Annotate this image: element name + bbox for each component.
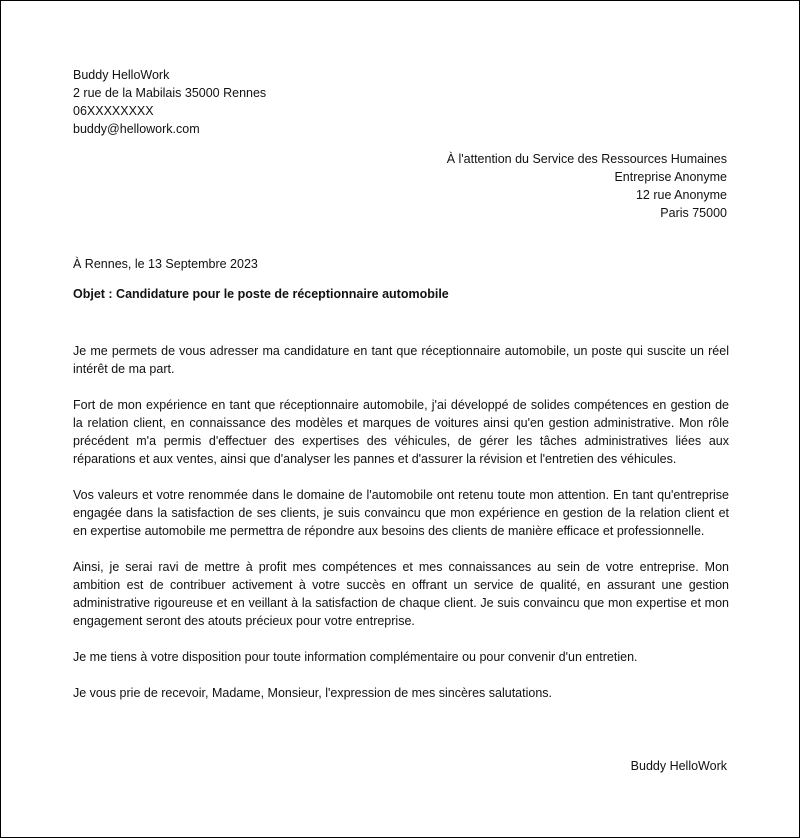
- body-paragraph: Vos valeurs et votre renommée dans le domaine de l'automobile ont retenu toute mon attention. En tant qu'entreprise engagée dans la satisfaction de ses clients, je suis convaincu que mon expérience en gestion de la relation client et en expertise automobile me permettra de répondre aux besoins des clients de manière efficace et professionnelle.: [73, 488, 729, 538]
- body-paragraph: Je me permets de vous adresser ma candidature en tant que réceptionnaire automobile, un poste qui suscite un réel intérêt de ma part.: [73, 344, 729, 376]
- date-line: À Rennes, le 13 Septembre 2023: [73, 257, 258, 271]
- sender-phone: 06XXXXXXXX: [73, 104, 154, 118]
- recipient-street: 12 rue Anonyme: [635, 188, 727, 202]
- sender-name: Buddy HelloWork: [73, 68, 170, 82]
- body-paragraph: Ainsi, je serai ravi de mettre à profit mes compétences et mes connaissances au sein de votre entreprise. Mon ambition est de contribuer activement à votre succès en offrant un service de qualité, en assurant une gestion administrative rigoureuse et en veillant à la satisfaction de chaque client. Je suis convaincu que mon expertise et mon engagement seront des atouts précieux pour votre entreprise.: [73, 560, 729, 628]
- sender-block: [73, 66, 266, 138]
- recipient-block: [447, 150, 727, 222]
- recipient-attention: À l'attention du Service des Ressources Humaines: [446, 152, 727, 166]
- sender-address: 2 rue de la Mabilais 35000 Rennes: [73, 86, 267, 100]
- closing-paragraph: Je vous prie de recevoir, Madame, Monsieur, l'expression de mes sincères salutations.: [73, 686, 553, 700]
- body-paragraph: Fort de mon expérience en tant que réceptionnaire automobile, j'ai développé de solides compétences en gestion de la relation client, en connaissance des modèles et marques de voitures ainsi qu'en gestion administrative. Mon rôle précédent m'a permis d'effectuer des expertises des véhicules, de gérer les tâches administratives liées aux réparations et aux ventes, ainsi que d'analyser les pannes et d'assurer la révision et l'entretien des véhicules.: [73, 398, 729, 466]
- body-paragraph: Je me tiens à votre disposition pour toute information complémentaire ou pour convenir d'un entretien.: [73, 650, 638, 664]
- recipient-city: Paris 75000: [660, 206, 727, 220]
- recipient-company: Entreprise Anonyme: [614, 170, 727, 184]
- signature: Buddy HelloWork: [630, 759, 727, 773]
- letter-body: [73, 342, 729, 702]
- sender-email: buddy@hellowork.com: [73, 122, 200, 136]
- subject-line: Objet : Candidature pour le poste de réceptionnaire automobile: [73, 287, 449, 301]
